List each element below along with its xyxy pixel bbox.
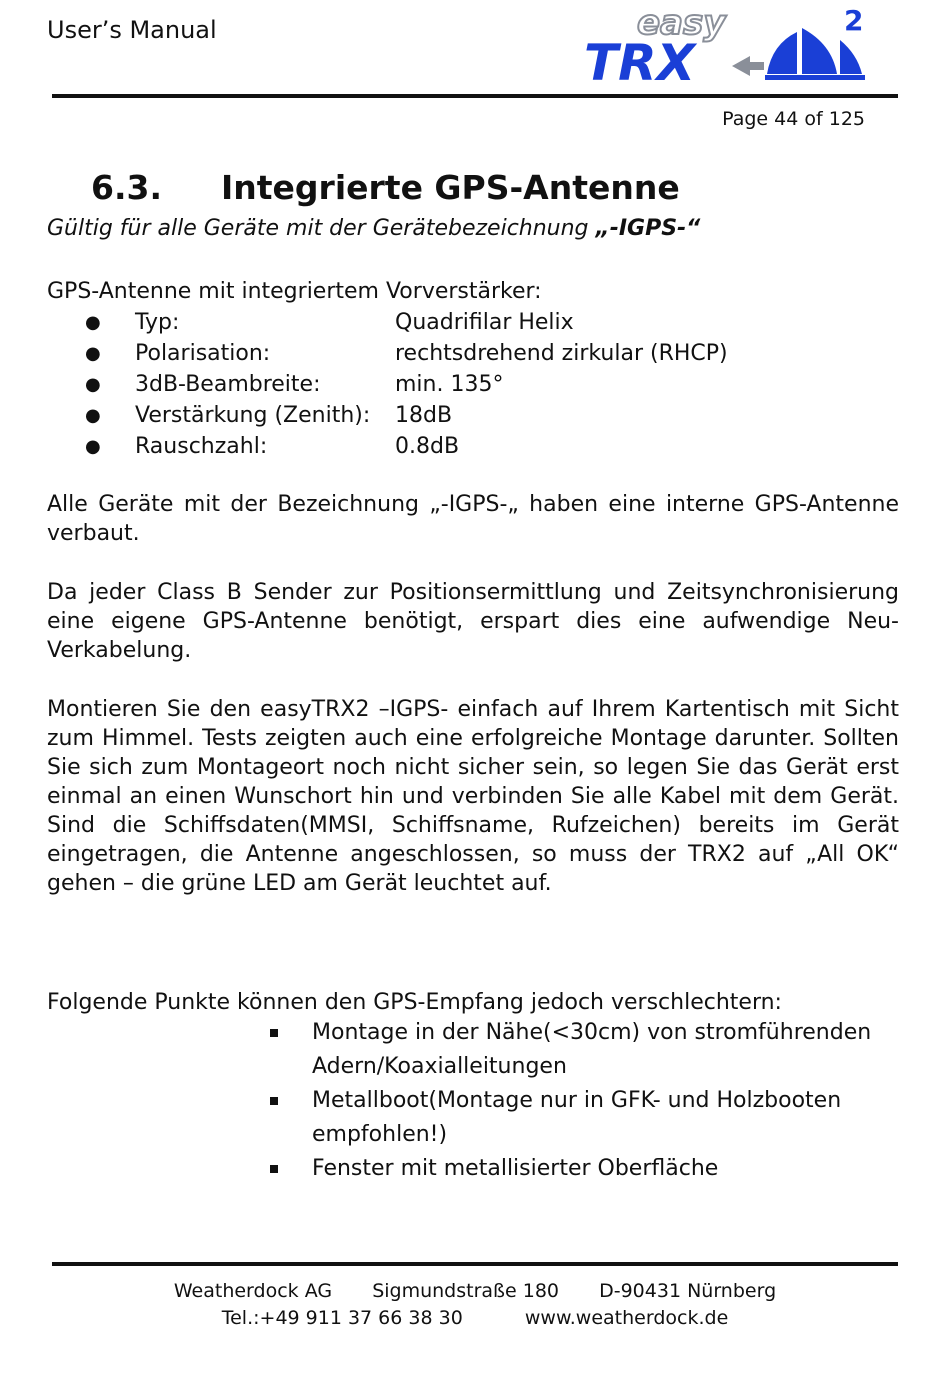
list-item xyxy=(268,1152,898,1186)
subtitle-device-code: „-IGPS-“ xyxy=(595,216,701,241)
subtitle-text: Gültig für alle Geräte mit der Gerätebezeichnung xyxy=(47,216,596,241)
bullet-icon: ● xyxy=(85,343,101,364)
paragraph-intro: Alle Geräte mit der Bezeichnung „-IGPS-„ haben eine interne GPS-Antenne verbaut. xyxy=(47,492,899,546)
spec-item xyxy=(85,338,728,369)
logo-arrow-icon xyxy=(732,56,764,76)
easytrx2-logo xyxy=(582,4,870,84)
spec-value: min. 135° xyxy=(395,372,504,397)
page-number: Page 44 of 125 xyxy=(722,108,865,130)
bullet-icon: ● xyxy=(85,374,101,395)
logo-superscript: 2 xyxy=(844,4,864,37)
section-subtitle xyxy=(47,216,700,241)
section-number: 6.3. xyxy=(91,168,162,207)
specs-list xyxy=(85,307,728,462)
spec-value: Quadrifilar Helix xyxy=(395,310,574,335)
specs-intro: GPS-Antenne mit integriertem Vorverstärker: xyxy=(47,279,542,304)
header-rule xyxy=(52,94,898,98)
spec-item xyxy=(85,369,728,400)
paragraph-mounting: Montieren Sie den easyTRX2 –IGPS- einfach auf Ihrem Kartentisch mit Sicht zum Himmel. Tests zeigten auch eine erfolgreiche Montage darunter. Sollten Sie sich zum Montageort noch nicht sicher sein, so legen Sie das Gerät erst einmal an einen Wunschort hin und verbinden Sie alle Kabel mit dem Gerät. Sind die Schiffsdaten(MMSI, Schiffsname, Rufzeichen) bereits im Gerät eingetragen, die Antenne angeschlossen, so muss der TRX2 auf „All OK“ gehen – die grüne LED am Gerät leuchtet auf. xyxy=(47,697,899,896)
spec-label: 3dB-Beambreite: xyxy=(135,372,321,397)
footer-rule xyxy=(52,1262,898,1266)
document-header-title: User’s Manual xyxy=(47,16,217,44)
square-bullet-icon xyxy=(268,1152,312,1186)
issue-text: Montage in der Nähe(<30cm) von stromführenden Adern/Koaxialleitungen xyxy=(312,1020,872,1079)
section-title: Integrierte GPS-Antenne xyxy=(221,168,680,207)
spec-label: Verstärkung (Zenith): xyxy=(135,403,371,428)
bullet-icon: ● xyxy=(85,312,101,333)
issue-text: Fenster mit metallisierter Oberfläche xyxy=(312,1156,719,1181)
square-bullet-icon xyxy=(268,1084,312,1152)
footer-city: D-90431 Nürnberg xyxy=(599,1280,777,1302)
bullet-icon: ● xyxy=(85,405,101,426)
footer-website: www.weatherdock.de xyxy=(524,1307,729,1329)
footer-street: Sigmundstraße 180 xyxy=(372,1280,560,1302)
spec-label: Rauschzahl: xyxy=(135,434,268,459)
section-heading xyxy=(91,168,680,207)
issues-intro: Folgende Punkte können den GPS-Empfang jedoch verschlechtern: xyxy=(47,990,782,1015)
spec-value: rechtsdrehend zirkular (RHCP) xyxy=(395,341,728,366)
footer-company: Weatherdock AG xyxy=(173,1280,333,1302)
footer-phone: Tel.:+49 911 37 66 38 30 xyxy=(221,1307,463,1329)
list-item xyxy=(268,1084,898,1152)
spec-label: Polarisation: xyxy=(135,341,271,366)
footer-address xyxy=(0,1280,950,1302)
spec-item xyxy=(85,431,728,462)
footer-contact xyxy=(0,1307,950,1329)
issues-list xyxy=(268,1016,898,1186)
bullet-icon: ● xyxy=(85,436,101,457)
spec-value: 0.8dB xyxy=(395,434,460,459)
spec-value: 18dB xyxy=(395,403,453,428)
square-bullet-icon xyxy=(268,1016,312,1084)
list-item xyxy=(268,1016,898,1084)
logo-sail-icon xyxy=(767,32,797,74)
paragraph-class-b: Da jeder Class B Sender zur Positionsermittlung und Zeitsynchronisierung eine eigene GPS-Antenne benötigt, erspart dies eine aufwendige Neu-Verkabelung. xyxy=(47,580,899,663)
logo-easy-text: easy xyxy=(637,4,726,43)
issue-text: Metallboot(Montage nur in GFK- und Holzbooten empfohlen!) xyxy=(312,1088,842,1147)
spec-item xyxy=(85,307,728,338)
spec-item xyxy=(85,400,728,431)
spec-label: Typ: xyxy=(135,310,180,335)
logo-trx-text: TRX xyxy=(584,34,696,84)
